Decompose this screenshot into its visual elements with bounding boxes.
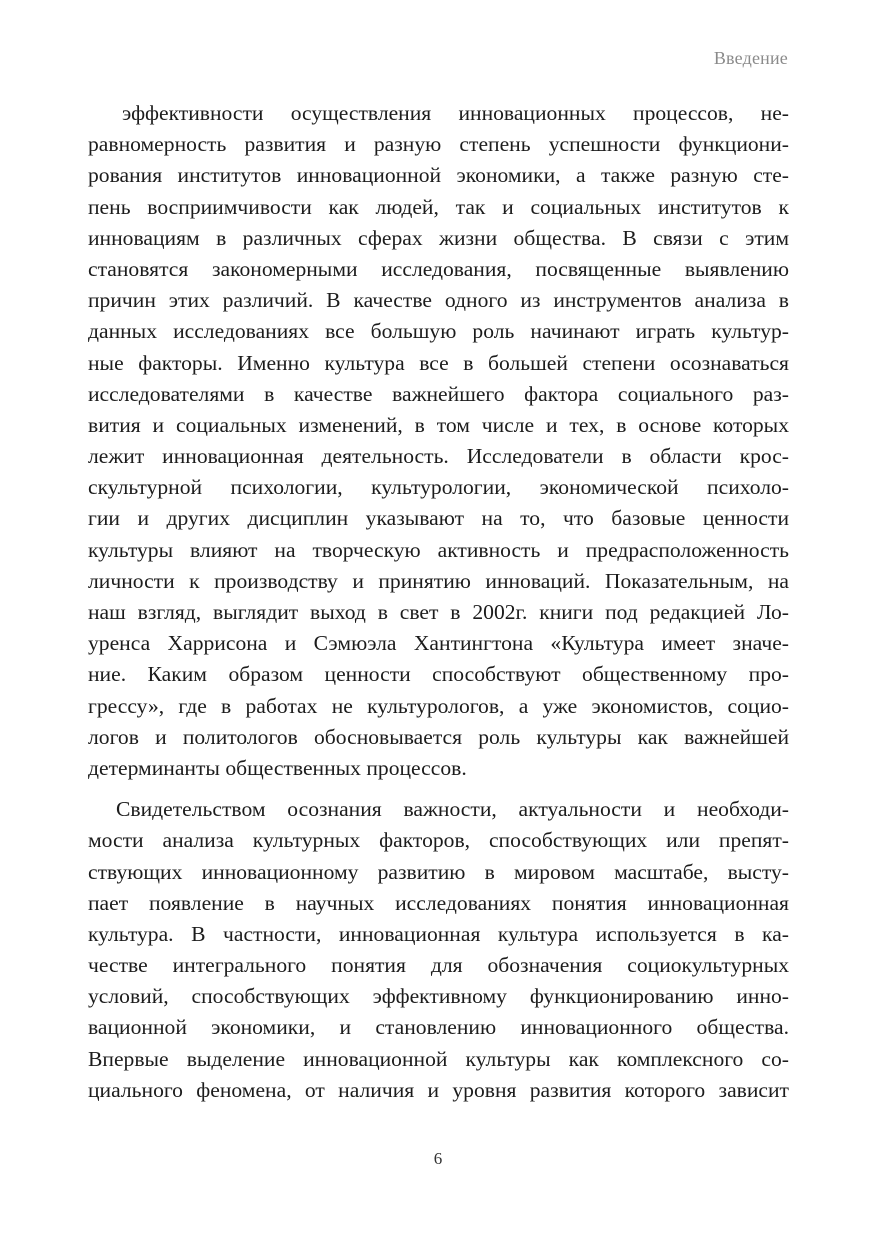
text-line: условий, способствующих эффективному функционированию инно- [88,984,789,1009]
text-line: ствующих инновационному развитию в мировом масштабе, высту- [88,859,789,884]
text-line: наш взгляд, выглядит выход в свет в 2002г. книги под редакцией Ло- [88,600,789,624]
text-line: Впервые выделение инновационной культуры как комплексного со- [88,1046,789,1071]
text-line: исследователями в качестве важнейшего фактора социального раз- [88,381,789,406]
text-line: логов и политологов обосновывается роль культуры как важнейшей [88,724,789,749]
text-line: пает появление в научных исследованиях понятия инновационная [88,890,789,915]
text-line: мости анализа культурных факторов, способствующих или препят- [88,828,789,853]
text-line: лежит инновационная деятельность. Исследователи в области крос- [88,444,789,469]
body-text [88,98,789,1106]
paragraph-1 [88,98,789,784]
text-line: эффективности осуществления инновационных процессов, не- [122,101,789,125]
text-line: данных исследованиях все большую роль начинают играть культур- [88,319,789,344]
text-line: вития и социальных изменений, в том числе и тех, в основе которых [88,412,789,437]
running-header-title: Введение [713,48,788,68]
text-line: равномерность развития и разную степень успешности функциони- [88,132,789,157]
text-line: становятся закономерными исследования, посвященные выявлению [88,256,789,281]
paragraph-2 [88,794,789,1106]
text-line: ные факторы. Именно культура все в большей степени осознаваться [88,350,789,375]
text-line: скультурной психологии, культурологии, экономической психоло- [88,475,789,500]
text-line: культуры влияют на творческую активность и предрасположенность [88,537,789,562]
text-line: гии и других дисциплин указывают на то, что базовые ценности [88,506,789,531]
text-line: рования институтов инновационной экономики, а также разную сте- [88,163,789,188]
text-line: ние. Каким образом ценности способствуют общественному про- [88,662,789,687]
paragraph-spacer [88,784,789,794]
page-number: 6 [433,1149,443,1168]
text-line: циального феномена, от наличия и уровня развития которого зависит [88,1077,789,1102]
text-line: Свидетельством осознания важности, актуальности и необходи- [116,797,789,822]
text-line: причин этих различий. В качестве одного из инструментов анализа в [88,288,789,313]
text-line: личности к производству и принятию инноваций. Показательным, на [88,568,789,593]
text-line: честве интегрального понятия для обозначения социокультурных [88,953,789,978]
text-line: культура. В частности, инновационная культура используется в ка- [88,921,789,946]
text-line: грессу», где в работах не культурологов, а уже экономистов, социо- [88,693,789,718]
text-line: уренса Харрисона и Сэмюэла Хантингтона «Культура имеет значе- [88,631,789,656]
text-line: инновациям в различных сферах жизни общества. В связи с этим [88,225,789,250]
text-line: детерминанты общественных процессов. [88,755,467,780]
text-line: вационной экономики, и становлению инновационного общества. [88,1015,789,1040]
text-line: пень восприимчивости как людей, так и социальных институтов к [88,194,789,219]
